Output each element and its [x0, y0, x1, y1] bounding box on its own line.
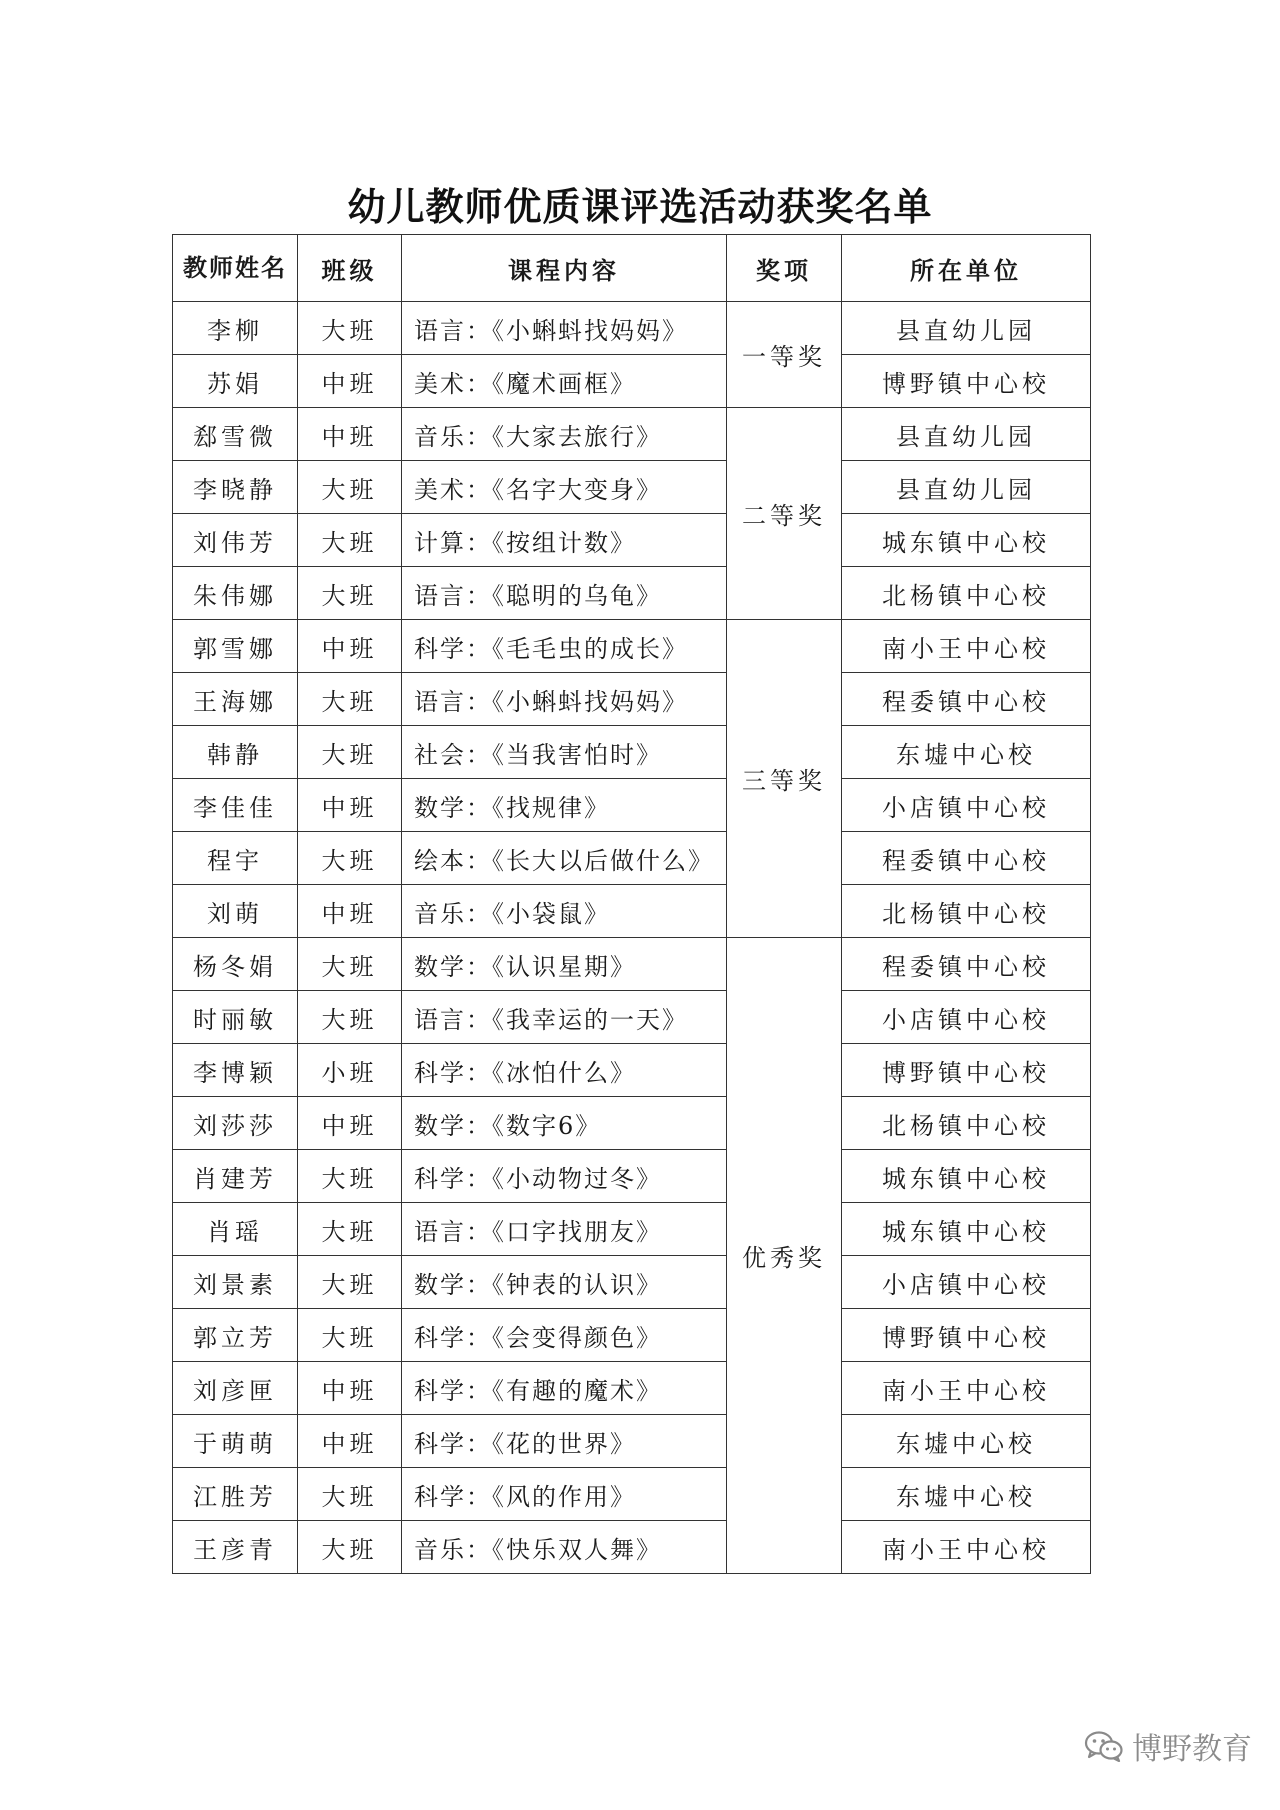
table-row: [173, 1150, 1091, 1203]
cell-name: 郭立芳: [173, 1309, 298, 1362]
table-row: [173, 1097, 1091, 1150]
header-class: 班级: [298, 235, 402, 302]
cell-course: 科学：《花的世界》: [402, 1415, 727, 1468]
cell-course: 音乐：《小袋鼠》: [402, 885, 727, 938]
cell-class: 大班: [298, 673, 402, 726]
cell-course: 美术：《名字大变身》: [402, 461, 727, 514]
cell-name: 刘彦匣: [173, 1362, 298, 1415]
table-row: [173, 1415, 1091, 1468]
table-row: [173, 885, 1091, 938]
cell-class: 大班: [298, 726, 402, 779]
table-row: [173, 938, 1091, 991]
cell-course: 社会：《当我害怕时》: [402, 726, 727, 779]
table-row: [173, 991, 1091, 1044]
table-row: [173, 355, 1091, 408]
cell-course: 音乐：《快乐双人舞》: [402, 1521, 727, 1574]
cell-class: 大班: [298, 832, 402, 885]
cell-award: 优秀奖: [727, 938, 842, 1574]
cell-course: 数学：《数字6》: [402, 1097, 727, 1150]
cell-award: 三等奖: [727, 620, 842, 938]
cell-unit: 县直幼儿园: [842, 461, 1091, 514]
cell-name: 郭雪娜: [173, 620, 298, 673]
cell-unit: 博野镇中心校: [842, 355, 1091, 408]
table-row: [173, 514, 1091, 567]
cell-name: 李佳佳: [173, 779, 298, 832]
cell-name: 肖瑶: [173, 1203, 298, 1256]
header-name: 教师姓名: [173, 235, 298, 302]
cell-course: 绘本：《长大以后做什么》: [402, 832, 727, 885]
cell-course: 科学：《有趣的魔术》: [402, 1362, 727, 1415]
cell-course: 美术：《魔术画框》: [402, 355, 727, 408]
cell-unit: 程委镇中心校: [842, 938, 1091, 991]
cell-class: 大班: [298, 302, 402, 355]
cell-name: 朱伟娜: [173, 567, 298, 620]
cell-name: 刘萌: [173, 885, 298, 938]
cell-course: 语言：《小蝌蚪找妈妈》: [402, 302, 727, 355]
table-row: [173, 302, 1091, 355]
cell-class: 中班: [298, 1362, 402, 1415]
table-row: [173, 779, 1091, 832]
cell-course: 科学：《毛毛虫的成长》: [402, 620, 727, 673]
table-row: [173, 832, 1091, 885]
cell-class: 小班: [298, 1044, 402, 1097]
table-row: [173, 1309, 1091, 1362]
cell-name: 程宇: [173, 832, 298, 885]
cell-course: 数学：《钟表的认识》: [402, 1256, 727, 1309]
cell-course: 科学：《冰怕什么》: [402, 1044, 727, 1097]
cell-name: 苏娟: [173, 355, 298, 408]
cell-unit: 北杨镇中心校: [842, 885, 1091, 938]
watermark-text: 博野教育: [1132, 1732, 1252, 1767]
cell-course: 科学：《风的作用》: [402, 1468, 727, 1521]
cell-class: 大班: [298, 461, 402, 514]
cell-unit: 程委镇中心校: [842, 832, 1091, 885]
table-row: [173, 1203, 1091, 1256]
table-row: [173, 1521, 1091, 1574]
cell-unit: 小店镇中心校: [842, 779, 1091, 832]
header-unit: 所在单位: [842, 235, 1091, 302]
cell-name: 李晓静: [173, 461, 298, 514]
cell-name: 杨冬娟: [173, 938, 298, 991]
cell-class: 中班: [298, 885, 402, 938]
cell-class: 大班: [298, 938, 402, 991]
cell-course: 科学：《会变得颜色》: [402, 1309, 727, 1362]
cell-course: 数学：《认识星期》: [402, 938, 727, 991]
cell-class: 大班: [298, 514, 402, 567]
header-award: 奖项: [727, 235, 842, 302]
cell-name: 刘景素: [173, 1256, 298, 1309]
cell-name: 于萌萌: [173, 1415, 298, 1468]
table-row: [173, 1044, 1091, 1097]
cell-unit: 小店镇中心校: [842, 991, 1091, 1044]
table-row: [173, 673, 1091, 726]
cell-name: 肖建芳: [173, 1150, 298, 1203]
cell-name: 李柳: [173, 302, 298, 355]
cell-class: 大班: [298, 1309, 402, 1362]
table-row: [173, 408, 1091, 461]
cell-course: 音乐：《大家去旅行》: [402, 408, 727, 461]
table-row: [173, 567, 1091, 620]
wechat-icon: [1084, 1730, 1124, 1762]
cell-unit: 东墟中心校: [842, 1415, 1091, 1468]
cell-class: 大班: [298, 1256, 402, 1309]
table-row: [173, 1256, 1091, 1309]
cell-course: 语言：《我幸运的一天》: [402, 991, 727, 1044]
table-row: [173, 461, 1091, 514]
cell-unit: 南小王中心校: [842, 1362, 1091, 1415]
cell-name: 郄雪微: [173, 408, 298, 461]
cell-unit: 北杨镇中心校: [842, 1097, 1091, 1150]
cell-class: 大班: [298, 567, 402, 620]
cell-name: 时丽敏: [173, 991, 298, 1044]
cell-class: 中班: [298, 355, 402, 408]
cell-class: 中班: [298, 779, 402, 832]
cell-award: 一等奖: [727, 302, 842, 408]
table-body: [173, 302, 1091, 1574]
cell-unit: 东墟中心校: [842, 1468, 1091, 1521]
cell-course: 科学：《小动物过冬》: [402, 1150, 727, 1203]
cell-class: 大班: [298, 991, 402, 1044]
cell-course: 数学：《找规律》: [402, 779, 727, 832]
cell-unit: 南小王中心校: [842, 1521, 1091, 1574]
cell-name: 王彦青: [173, 1521, 298, 1574]
award-table: [172, 234, 1091, 1574]
cell-name: 王海娜: [173, 673, 298, 726]
cell-class: 大班: [298, 1150, 402, 1203]
cell-class: 中班: [298, 1415, 402, 1468]
table-row: [173, 620, 1091, 673]
cell-name: 江胜芳: [173, 1468, 298, 1521]
cell-name: 李博颖: [173, 1044, 298, 1097]
cell-unit: 县直幼儿园: [842, 408, 1091, 461]
cell-unit: 城东镇中心校: [842, 514, 1091, 567]
cell-class: 大班: [298, 1521, 402, 1574]
cell-name: 刘莎莎: [173, 1097, 298, 1150]
cell-unit: 城东镇中心校: [842, 1150, 1091, 1203]
cell-unit: 小店镇中心校: [842, 1256, 1091, 1309]
table-row: [173, 726, 1091, 779]
cell-class: 大班: [298, 1468, 402, 1521]
cell-unit: 程委镇中心校: [842, 673, 1091, 726]
table-row: [173, 1468, 1091, 1521]
page-title: 幼儿教师优质课评选活动获奖名单: [347, 184, 933, 229]
table-header-row: [173, 235, 1091, 302]
cell-class: 中班: [298, 620, 402, 673]
cell-course: 语言：《小蝌蚪找妈妈》: [402, 673, 727, 726]
cell-award: 二等奖: [727, 408, 842, 620]
header-course: 课程内容: [402, 235, 727, 302]
cell-unit: 城东镇中心校: [842, 1203, 1091, 1256]
cell-course: 语言：《口字找朋友》: [402, 1203, 727, 1256]
cell-class: 中班: [298, 408, 402, 461]
cell-course: 计算：《按组计数》: [402, 514, 727, 567]
cell-unit: 博野镇中心校: [842, 1309, 1091, 1362]
cell-unit: 北杨镇中心校: [842, 567, 1091, 620]
cell-unit: 东墟中心校: [842, 726, 1091, 779]
watermark: [1084, 1724, 1252, 1768]
cell-course: 语言：《聪明的乌龟》: [402, 567, 727, 620]
cell-class: 中班: [298, 1097, 402, 1150]
cell-unit: 县直幼儿园: [842, 302, 1091, 355]
cell-unit: 博野镇中心校: [842, 1044, 1091, 1097]
cell-unit: 南小王中心校: [842, 620, 1091, 673]
table-row: [173, 1362, 1091, 1415]
cell-class: 大班: [298, 1203, 402, 1256]
cell-name: 刘伟芳: [173, 514, 298, 567]
cell-name: 韩静: [173, 726, 298, 779]
